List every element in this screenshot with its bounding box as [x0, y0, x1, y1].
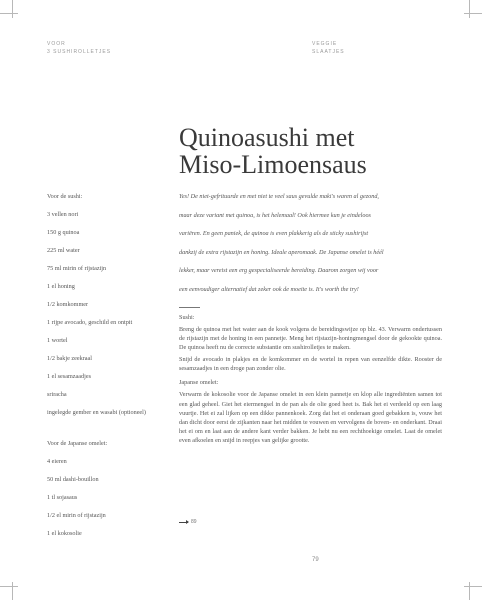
ingredient-item: 225 ml water: [47, 247, 80, 254]
ingredient-item: 3 vellen nori: [47, 211, 79, 218]
ingredient-item: 1 el kokosolie: [47, 530, 82, 537]
crop-mark: [0, 13, 18, 14]
ingredient-item: 1/2 el mirin of rijstazijn: [47, 512, 106, 519]
crop-mark: [469, 0, 470, 18]
page-number: 79: [312, 557, 319, 563]
header-left: [47, 40, 111, 56]
ingredient-item: 150 g quinoa: [47, 229, 80, 236]
header-left-line1: VOOR: [47, 41, 66, 47]
ingredient-item: 50 ml dashi-bouillon: [47, 476, 99, 483]
ingredient-heading: Voor de sushi:: [47, 193, 83, 200]
method-column: [179, 193, 442, 445]
ingredient-item: 1 rijpe avocado, geschild en ontpit: [47, 319, 133, 326]
ingredient-item: sriracha: [47, 391, 67, 398]
intro-text: [179, 193, 442, 304]
intro-line: dankzij de extra rijstazijn en honing. Ideale aperomaak. De Japanse omelet is héél: [179, 248, 384, 256]
ingredient-item: 1 wortel: [47, 337, 68, 344]
crop-mark: [12, 0, 13, 18]
ingredient-heading: Voor de Japanse omelet:: [47, 440, 108, 447]
ingredient-item: 4 eieren: [47, 458, 67, 465]
crop-mark: [469, 582, 470, 600]
header-right: [312, 40, 345, 56]
sushi-heading: Sushi:: [179, 314, 195, 321]
section-divider: [179, 307, 200, 308]
crop-mark: [464, 586, 482, 587]
ingredient-item: ingelegde gember en wasabi (optioneel): [47, 409, 146, 416]
crop-mark: [12, 582, 13, 600]
ingredient-item: 75 ml mirin of rijstazijn: [47, 265, 107, 272]
ingredient-item: 1/2 bakje zeekraal: [47, 355, 93, 362]
recipe-title: [179, 124, 367, 178]
intro-line: maar deze variant met quinoa, is het helemaal! Ook hiermee kun je eindeloos: [179, 211, 371, 219]
sushi-paragraph-2: Snijd de avocado in plakjes en de komkommer en de wortel in repen van eenzelfde dikte. Rooster de sesamzaadjes in een droge pan zonder olie.: [179, 356, 442, 373]
arrow-right-icon: [179, 522, 188, 523]
intro-line: lekker, maar vereist een erg gespecialiseerde bereiding. Daarom zorgen wij voor: [179, 267, 379, 274]
crop-mark: [0, 586, 18, 587]
sushi-paragraph-1: Breng de quinoa met het water aan de kook volgens de bereidingswijze op blz. 43. Verwarm ondertussen de rijstazijn met de honing in een pannetje. Meng het rijstazijn-honingmengsel door de gekookte quinoa. De quinoa heeft nu de correcte substantie om sushirolletjes te maken.: [179, 326, 442, 352]
intro-line: variëren. En geen paniek, de quinoa is even plakkerig als de sticky sushirijst: [179, 230, 369, 237]
intro-line: Yes! De niet-gefrituurde en met niet te veel saus gevulde maki's waren al gezond,: [179, 193, 379, 200]
header-right-line1: VEGGIE: [312, 41, 338, 47]
header-right-line2: SLAATJES: [312, 49, 345, 55]
ingredient-item: 1/2 komkommer: [47, 301, 89, 308]
page-reference: [179, 519, 197, 525]
ingredient-item: 1 el sesamzaadjes: [47, 373, 91, 380]
omelet-heading: Japanse omelet:: [179, 379, 219, 387]
recipe-title-line1: Quinoasushi met: [179, 123, 355, 152]
page-reference-number: 89: [191, 519, 197, 525]
header-left-line2: 3 SUSHIROLLETJES: [47, 49, 112, 55]
crop-mark: [464, 13, 482, 14]
omelet-paragraph: Verwarm de kokosolie voor de Japanse omelet in een klein pannetje en klop alle ingrediënten samen tot een glad geheel. Giet het eiermengsel in de pan als de olie goed heet is. Bak het ei verdeeld op een laag vuurtje. Het ei zal lijken op een dikke pannenkoek. Zorg dat het ei onderaan goed gebakken is, vouw het dan dicht door eerst de zijkanten naar het midden te vouwen en vervolgens de boven- en onderkant. Draai het ei om en laat aan de andere kant verder bakken. Je hebt nu een rechthoekige omelet. Laat de omelet even afkoelen en snijd in reepjes van gelijke grootte.: [179, 391, 442, 444]
ingredient-item: 1 tl sojasaus: [47, 494, 78, 501]
intro-line: een eenvoudiger alternatief dat zeker ook de moeite is. It's worth the try!: [179, 285, 359, 293]
recipe-title-line2: Miso-Limoensaus: [179, 150, 367, 179]
ingredient-item: 1 el honing: [47, 283, 75, 290]
